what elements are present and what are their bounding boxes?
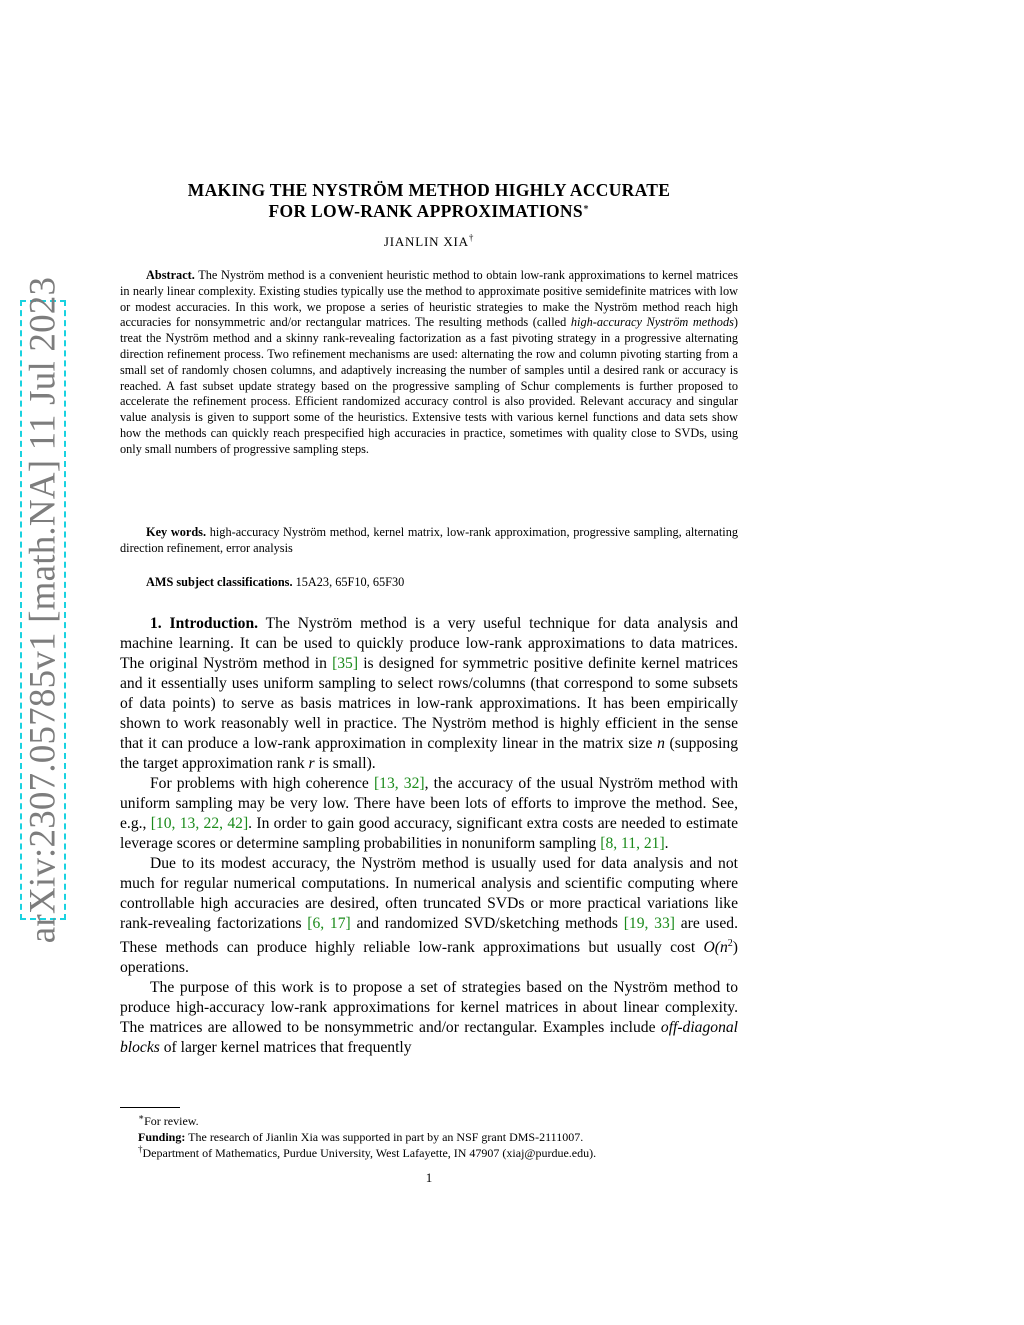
title-line-2: FOR LOW-RANK APPROXIMATIONS∗ — [268, 201, 590, 221]
intro-paragraph-1: 1. Introduction. The Nyström method is a very useful technique for data analysis and machine learning. It can be used to quickly produce low-rank approximations to data matrices. The original Nyström method in [35] is designed for symmetric positive definite kernel matrices and it essentially uses uniform sampling to select rows/columns (that correspond to some subsets of data points) to serve as basis matrices in low-rank approximations. It has been empirically shown to work reasonably well in practice. The Nyström method is highly efficient in the sense that it can produce a low-rank approximation in complexity linear in the matrix size n (supposing the target approximation rank r is small). — [120, 615, 739, 772]
footnote-funding: Funding: The research of Jianlin Xia was supported in part by an NSF grant DMS-2111007. — [138, 1130, 584, 1144]
page-number: 1 — [425, 1170, 433, 1185]
ams-classifications — [120, 575, 738, 591]
citation-link[interactable]: [13, 32] — [373, 775, 425, 792]
abstract-text-2: ) treat the Nyström method and a skinny rank-revealing factorization as a fast pivoting strategy in a progressive alternating direction refinement process. Two refinement mechanisms are used: alternating the row and column pivoting starting from a small set of randomly chosen columns, and adaptively increasing the number of samples until a desired rank or accuracy is reached. A fast subset update strategy based on the progressive sampling of Schur complements is further proposed to accelerate the refinement process. Efficient randomized accuracy control is also provided. Relevant accuracy and singular value analysis is given to support some of the heuristics. Extensive tests with various kernel functions and data sets show how the methods can quickly reach prespecified high accuracies in practice, sometimes with quality close to SVDs, using only small numbers of progressive sampling steps. — [120, 315, 738, 456]
arxiv-identifier-text: arXiv:2307.05785v1 [math.NA] 11 Jul 2023 — [22, 276, 64, 944]
ams-label: AMS subject classifications. — [146, 575, 293, 589]
keywords-text: high-accuracy Nyström method, kernel matrix, low-rank approximation, progressive sampling, alternating direction refinement, error analysis — [120, 525, 739, 555]
intro-paragraph-2: For problems with high coherence [13, 32], the accuracy of the usual Nyström method with uniform sampling may be very low. There have been lots of efforts to improve the method. See, e.g., [10, 13, 22, 42]. In order to gain good accuracy, significant extra costs are needed to estimate leverage scores or determine sampling probabilities in nonuniform sampling [8, 11, 21]. — [120, 775, 739, 852]
introduction-section — [120, 614, 738, 1058]
ams-text: 15A23, 65F10, 65F30 — [295, 575, 405, 589]
citation-link[interactable]: [6, 17] — [307, 915, 351, 932]
footnote-2: †Department of Mathematics, Purdue University, West Lafayette, IN 47907 (xiaj@purdue.edu). — [138, 1144, 597, 1160]
abstract-emphasis: high-accuracy Nyström methods — [570, 315, 734, 330]
footnote-1: ∗For review. — [138, 1112, 199, 1128]
keywords — [120, 525, 738, 557]
keywords-label: Key words. — [146, 525, 207, 539]
abstract-label: Abstract. — [146, 268, 195, 282]
abstract-text-1: The Nyström method is a convenient heuristic method to obtain low-rank approximations to kernel matrices in nearly linear complexity. Existing studies typically use the method to approximate positive semidefinite matrices with low or modest accuracies. In this work, we propose a series of heuristic strategies to make the Nyström method reach high accuracies for nonsymmetric and/or rectangular matrices. The resulting methods (called — [120, 268, 738, 330]
citation-link[interactable]: [10, 13, 22, 42] — [150, 815, 249, 832]
intro-paragraph-3: Due to its modest accuracy, the Nyström method is usually used for data analysis and not much for regular numerical computations. In numerical analysis and scientific computing where controllable high accuracies are desired, often truncated SVDs or more practical variations like rank-revealing factorizations [6, 17] and randomized SVD/sketching methods [19, 33] are used. These methods can produce highly reliable low-rank approximations but usually cost $O(n^2)$ operations. — [120, 855, 738, 977]
section-heading: 1. Introduction. — [150, 615, 259, 632]
citation-link[interactable]: [35] — [332, 655, 359, 672]
title-line-1: MAKING THE NYSTRÖM METHOD HIGHLY ACCURATE — [187, 180, 671, 200]
author-name: JIANLIN XIA† — [383, 232, 475, 249]
abstract — [120, 268, 738, 458]
title-footnote-mark: ∗ — [582, 202, 590, 213]
paper-title — [120, 180, 738, 222]
intro-paragraph-4: The purpose of this work is to propose a set of strategies based on the Nyström method to produce high-accuracy low-rank approximations for kernel matrices in about linear complexity. The matrices are allowed to be nonsymmetric and/or rectangular. Examples include off-diagonal blocks of larger kernel matrices that frequently — [120, 979, 738, 1057]
arxiv-identifier-stamp — [20, 276, 66, 944]
author-footnote-mark: † — [468, 232, 475, 243]
citation-link[interactable]: [8, 11, 21] — [600, 835, 665, 852]
footnote-rule — [120, 1107, 180, 1108]
citation-link[interactable]: [19, 33] — [623, 915, 675, 932]
footnotes — [120, 1113, 738, 1161]
